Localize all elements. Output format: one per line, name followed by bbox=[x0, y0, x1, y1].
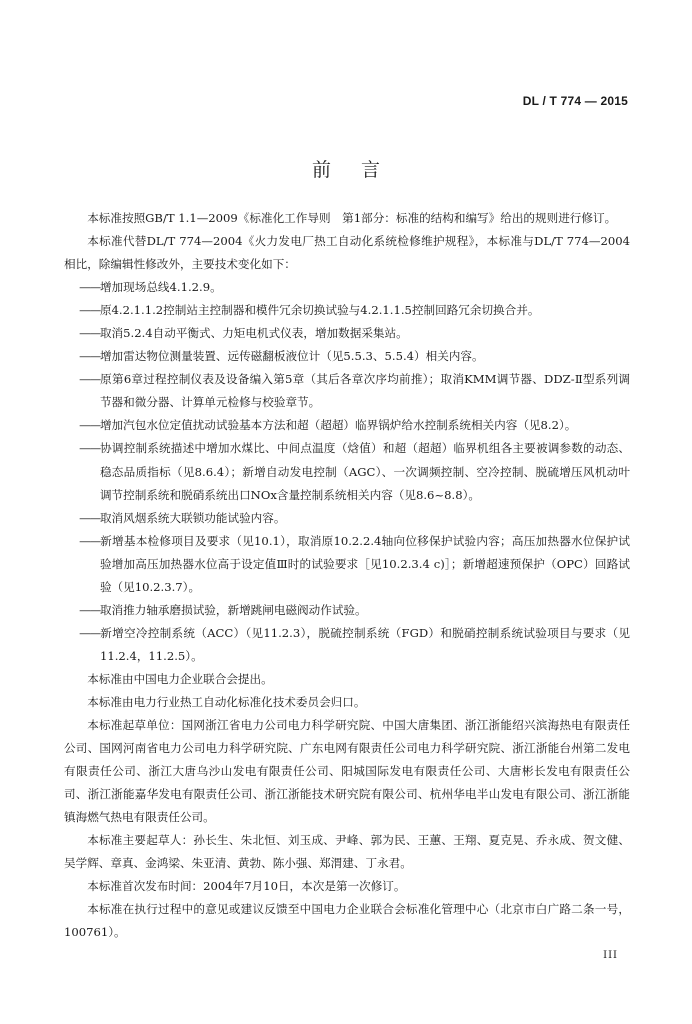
list-item bbox=[64, 507, 630, 530]
change-text: 增加汽包水位定值扰动试验基本方法和超（超超）临界锅炉给水控制系统相关内容（见8.2）。 bbox=[99, 418, 577, 433]
list-item bbox=[64, 299, 630, 322]
dash-mark: —— bbox=[79, 303, 101, 318]
change-text: 原4.2.1.1.2控制站主控制器和模件冗余切换试验与4.2.1.1.5控制回路冗余切换合并。 bbox=[99, 303, 540, 318]
dash-mark: —— bbox=[79, 625, 101, 640]
standard-code: DL / T 774 — 2015 bbox=[522, 94, 628, 108]
list-item bbox=[64, 437, 630, 506]
dash-mark: —— bbox=[79, 602, 101, 617]
change-text: 增加雷达物位测量装置、远传磁翻板液位计（见5.5.3、5.5.4）相关内容。 bbox=[99, 349, 484, 364]
drafters-paragraph: 本标准主要起草人：孙长生、朱北恒、刘玉成、尹峰、郭为民、王蕙、王翔、夏克晃、乔永成、贺文健、吴学辉、章真、金鸿梁、朱亚清、黄勃、陈小强、郑渭建、丁永君。 bbox=[64, 833, 630, 871]
proposer-paragraph: 本标准由中国电力企业联合会提出。 bbox=[87, 671, 273, 686]
list-item bbox=[64, 345, 630, 368]
intro-paragraph: 本标准按照GB/T 1.1—2009《标准化工作导则 第1部分：标准的结构和编写》给出的规则进行修订。 bbox=[87, 211, 617, 225]
committee-paragraph: 本标准由电力行业热工自动化标准化技术委员会归口。 bbox=[87, 694, 366, 709]
list-item bbox=[64, 530, 630, 599]
change-text: 新增空冷控制系统（ACC）（见11.2.3），脱硫控制系统（FGD）和脱硝控制系统试验项目与要求（见11.2.4，11.2.5）。 bbox=[99, 625, 630, 663]
document-body bbox=[64, 207, 630, 945]
dash-mark: —— bbox=[79, 372, 101, 387]
dash-mark: —— bbox=[79, 326, 101, 341]
changes-list bbox=[64, 276, 630, 668]
dash-mark: —— bbox=[79, 441, 101, 456]
dash-mark: —— bbox=[79, 510, 101, 525]
change-text: 取消5.2.4自动平衡式、力矩电机式仪表，增加数据采集站。 bbox=[99, 326, 408, 341]
change-text: 原第6章过程控制仪表及设备编入第5章（其后各章次序均前推）；取消KMM调节器、DDZ-Ⅱ型系列调节器和微分器、计算单元检修与校验章节。 bbox=[99, 372, 630, 410]
list-item bbox=[64, 276, 630, 299]
dash-mark: —— bbox=[79, 280, 101, 295]
list-item bbox=[64, 322, 630, 345]
page-title: 前言 bbox=[311, 159, 410, 181]
change-text: 增加现场总线4.1.2.9。 bbox=[99, 280, 222, 295]
change-text: 协调控制系统描述中增加水煤比、中间点温度（焓值）和超（超超）临界机组各主要被调参数的动态、稳态品质指标（见8.6.4）；新增自动发电控制（AGC）、一次调频控制、空冷控制、脱硫增压风机动叶调节控制系统和脱硝系统出口NOx含量控制系统相关内容（见8.6~8.8）。 bbox=[99, 441, 630, 502]
list-item bbox=[64, 599, 630, 622]
intro-paragraph: 本标准代替DL/T 774—2004《火力发电厂热工自动化系统检修维护规程》，本标准与DL/T 774—2004相比，除编辑性修改外，主要技术变化如下： bbox=[64, 234, 630, 272]
dash-mark: —— bbox=[79, 533, 101, 548]
release-history-paragraph: 本标准首次发布时间：2004年7月10日，本次是第一次修订。 bbox=[87, 879, 406, 894]
list-item bbox=[64, 414, 630, 437]
page-number: III bbox=[603, 950, 618, 961]
change-text: 取消推力轴承磨损试验，新增跳闸电磁阀动作试验。 bbox=[99, 602, 367, 617]
list-item bbox=[64, 368, 630, 414]
change-text: 取消风烟系统大联锁功能试验内容。 bbox=[99, 510, 286, 525]
list-item bbox=[64, 622, 630, 668]
dash-mark: —— bbox=[79, 349, 101, 364]
dash-mark: —— bbox=[79, 418, 101, 433]
feedback-paragraph: 本标准在执行过程中的意见或建议反馈至中国电力企业联合会标准化管理中心（北京市白广路二条一号，100761）。 bbox=[64, 902, 630, 940]
drafting-units-paragraph: 本标准起草单位：国网浙江省电力公司电力科学研究院、中国大唐集团、浙江浙能绍兴滨海热电有限责任公司、国网河南省电力公司电力科学研究院、广东电网有限责任公司电力科学研究院、浙江浙能台州第二发电有限责任公司、浙江大唐乌沙山发电有限责任公司、阳城国际发电有限责任公司、大唐彬长发电有限责任公司、浙江浙能嘉华发电有限责任公司、浙江浙能技术研究院有限公司、杭州华电半山发电有限公司、浙江浙能镇海燃气热电有限责任公司。 bbox=[64, 718, 630, 825]
change-text: 新增基本检修项目及要求（见10.1），取消原10.2.2.4轴向位移保护试验内容；高压加热器水位保护试验增加高压加热器水位高于设定值Ⅲ时的试验要求［见10.2.3.4 c)］；新增超速预保护（OPC）回路试验（见10.2.3.7）。 bbox=[99, 533, 630, 594]
